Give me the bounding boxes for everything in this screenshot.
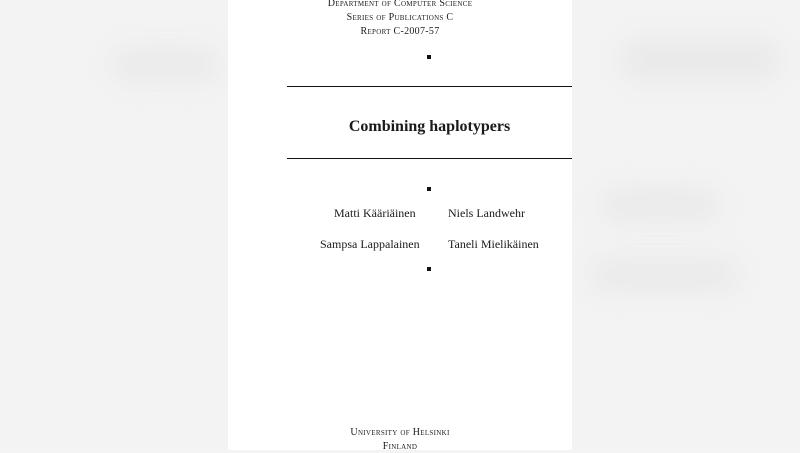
blurred-backdrop xyxy=(110,50,220,80)
ornament-square xyxy=(427,267,431,271)
country-name: Finland xyxy=(382,441,418,452)
blurred-backdrop xyxy=(590,260,740,290)
report-title: Combining haplotypers xyxy=(348,118,511,135)
university-name: University of Helsinki xyxy=(350,427,450,438)
top-rule xyxy=(287,86,572,87)
department-line: Department of Computer Science xyxy=(327,0,473,9)
ornament-square xyxy=(427,187,431,191)
ornament-square xyxy=(427,55,431,59)
author-name: Matti Kääriäinen xyxy=(334,206,416,220)
series-line: Series of Publications C xyxy=(346,12,454,23)
author-name: Taneli Mielikäinen xyxy=(448,237,539,251)
document-page xyxy=(228,0,572,450)
blurred-backdrop xyxy=(600,190,720,220)
author-name: Sampsa Lappalainen xyxy=(320,237,420,251)
bottom-rule xyxy=(287,158,572,159)
blurred-backdrop xyxy=(620,40,780,80)
report-number: Report C-2007-57 xyxy=(360,26,440,37)
author-name: Niels Landwehr xyxy=(448,206,525,220)
